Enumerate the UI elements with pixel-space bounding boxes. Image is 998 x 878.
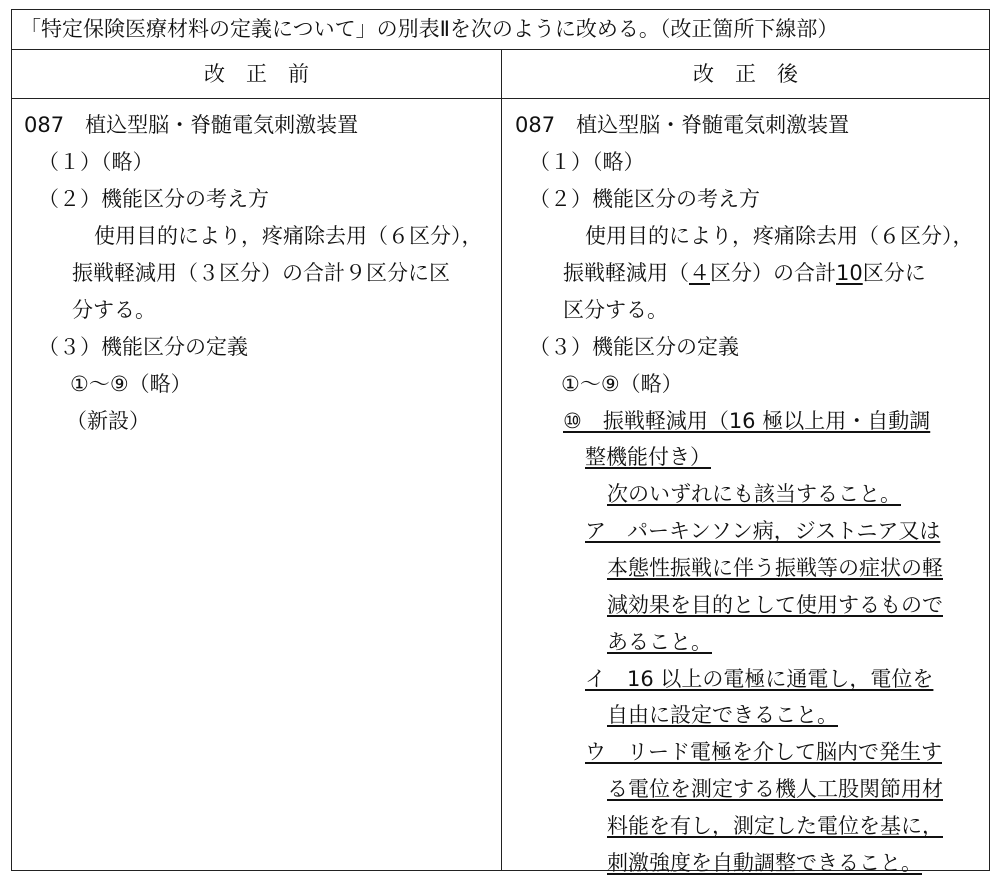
before-new-note: （新設） (66, 409, 150, 433)
requirement-a-line-2: 本態性振戦に伴う振戦等の症状の軽 (607, 556, 943, 580)
after-para-line-2: 振戦軽減用（４区分）の合計10区分に (563, 261, 926, 285)
requirement-u-line-4: 刺激強度を自動調整できること。 (607, 851, 922, 875)
requirement-a-line-1: ア パーキンソン病，ジストニア又は (585, 519, 941, 543)
before-sub-items: ①～⑨（略） (70, 372, 192, 396)
column-after (502, 99, 989, 875)
before-title: 087 植込型脳・脊髄電気刺激装置 (24, 113, 359, 137)
after-para-line-3: 区分する。 (563, 298, 668, 322)
before-para-line-2: 振戦軽減用（３区分）の合計９区分に区 (72, 261, 450, 285)
underlined-count-4: ４ (689, 261, 710, 285)
requirement-u-line-1: ウ リード電極を介して脳内で発生す (585, 740, 942, 764)
column-before (12, 99, 502, 870)
after-para-line-1: 使用目的により，疼痛除去用（６区分）， (585, 224, 974, 248)
after-title: 087 植込型脳・脊髄電気刺激装置 (515, 113, 850, 137)
after-item-2: （２）機能区分の考え方 (529, 187, 760, 211)
after-sub-items: ①～⑨（略） (561, 372, 683, 396)
requirement-i-line-2: 自由に設定できること。 (607, 703, 838, 727)
amendment-table (11, 9, 990, 875)
before-item-2: （２）機能区分の考え方 (38, 187, 269, 211)
header-after: 改 正 後 (502, 50, 989, 99)
before-item-1: （１）（略） (38, 150, 154, 174)
underlined-count-10: 10 (836, 261, 863, 285)
after-item-3: （３）機能区分の定義 (529, 335, 739, 359)
new-item-10-line-2: 整機能付き） (585, 445, 711, 469)
after-item-1: （１）（略） (529, 150, 645, 174)
before-para-line-3: 分する。 (72, 298, 156, 322)
requirement-a-line-4: あること。 (607, 630, 712, 654)
requirement-i-line-1: イ 16 以上の電極に通電し，電位を (585, 667, 934, 691)
table-caption: 「特定保険医療材料の定義について」の別表Ⅱを次のように改める。（改正箇所下線部） (12, 10, 989, 50)
requirement-u-line-2: る電位を測定する機人工股関節用材 (607, 777, 943, 801)
requirement-intro: 次のいずれにも該当すること。 (607, 482, 901, 506)
new-item-10-line-1: ⑩ 振戦軽減用（16 極以上用・自動調 (563, 409, 931, 433)
header-before: 改 正 前 (12, 50, 502, 99)
requirement-u-line-3: 料能を有し，測定した電位を基に， (607, 814, 943, 838)
requirement-a-line-3: 減効果を目的として使用するもので (607, 593, 943, 617)
before-item-3: （３）機能区分の定義 (38, 335, 248, 359)
before-para-line-1: 使用目的により，疼痛除去用（６区分）， (94, 224, 483, 248)
